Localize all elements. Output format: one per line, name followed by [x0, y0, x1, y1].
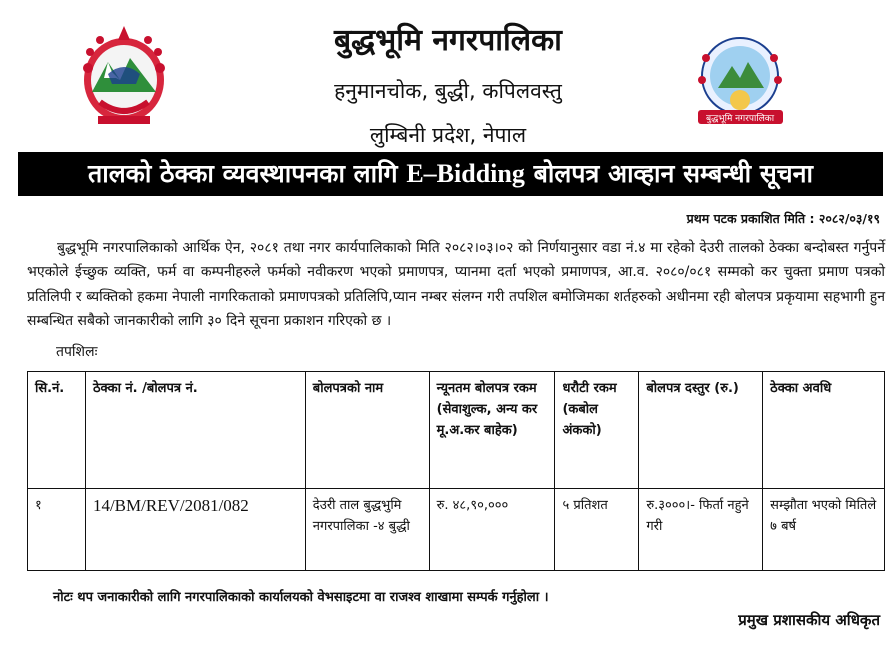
signatory: प्रमुख प्रशासकीय अधिकृत — [738, 611, 880, 629]
banner-text-2: बोलपत्र आव्हान सम्बन्धी सूचना — [524, 159, 813, 188]
municipality-title: बुद्धभूमि नगरपालिका — [334, 23, 562, 58]
col-header-duration: ठेक्का अवधि — [763, 372, 885, 489]
cell-contract-no: 14/BM/REV/2081/082 — [85, 489, 305, 571]
notice-body — [27, 236, 885, 334]
notice-body-text: बुद्धभूमि नगरपालिकाको आर्थिक ऐन, २०८१ तथा नगर कार्यपालिकाको मिति २०८२।०३।०२ को निर्णयानुसार वडा नं.४ मा रहेको देउरी तालको ठेक्का बन्दोबस्त गर्नुपर्ने भएकोले ईच्छुक व्यक्ति, फर्म वा कम्पनीहरुले फर्मको नवीकरण भएको प्रमाणपत्र, प्यानमा दर्ता भएको प्रमाणपत्र, आ.व. २०८०/०८१ सम्मको कर चुक्ता प्रमाण पत्रको प्रतिलिपी र ब्यक्तिको हकमा नेपाली नागरिकताको प्रमाणपत्रको प्रतिलिपि,प्यान नम्बर संलग्न गरी तपशिल बमोजिमका शर्तहरुको अधीनमा रही बोलपत्र प्रकृयामा सहभागी हुन सम्बन्धित सबैको जानकारीको लागि ३० दिने सूचना प्रकाशन गरिएको छ । — [27, 240, 885, 330]
cell-duration: सम्झौता भएको मितिले ७ बर्ष — [763, 489, 885, 571]
col-header-deposit: धरौटी रकम (कबोल अंकको) — [555, 372, 639, 489]
cell-fee: रु.३०००।- फिर्ता नहुने गरी — [639, 489, 763, 571]
province-line: लुम्बिनी प्रदेश, नेपाल — [369, 123, 527, 147]
details-label: तपशिलः — [56, 344, 98, 360]
publish-date: प्रथम पटक प्रकाशित मिति : २०८२/०३/१९ — [686, 211, 880, 226]
col-header-fee: बोलपत्र दस्तुर (रु.) — [639, 372, 763, 489]
table-row — [28, 489, 885, 571]
cell-deposit: ५ प्रतिशत — [555, 489, 639, 571]
logo-ribbon-text: बुद्धभूमि नगरपालिका — [705, 114, 775, 124]
notice-banner — [18, 152, 883, 196]
banner-text-1: तालको ठेक्का व्यवस्थापनका लागि — [88, 159, 407, 188]
bid-table — [27, 371, 885, 571]
col-header-contract-no: ठेक्का नं. /बोलपत्र नं. — [85, 372, 305, 489]
footer-note: नोटः थप जनाकारीको लागि नगरपालिकाको कार्यालयको वेभसाइटमा वा राजश्व शाखामा सम्पर्क गर्नुहोला । — [53, 590, 549, 605]
cell-bid-name: देउरी ताल बुद्धभुमि नगरपालिका -४ बुद्धी — [305, 489, 429, 571]
col-header-bid-name: बोलपत्रको नाम — [305, 372, 429, 489]
banner-latin: E–Bidding — [406, 159, 525, 188]
address-line: हनुमानचोक, बुद्धी, कपिलवस्तु — [334, 79, 562, 103]
col-header-sn: सि.नं. — [28, 372, 86, 489]
col-header-min-amount: न्यूनतम बोलपत्र रकम (सेवाशुल्क, अन्य कर मू.अ.कर बाहेक) — [429, 372, 555, 489]
cell-min-amount: रु. ४८,९०,००० — [429, 489, 555, 571]
table-header-row — [28, 372, 885, 489]
cell-sn: १ — [28, 489, 86, 571]
